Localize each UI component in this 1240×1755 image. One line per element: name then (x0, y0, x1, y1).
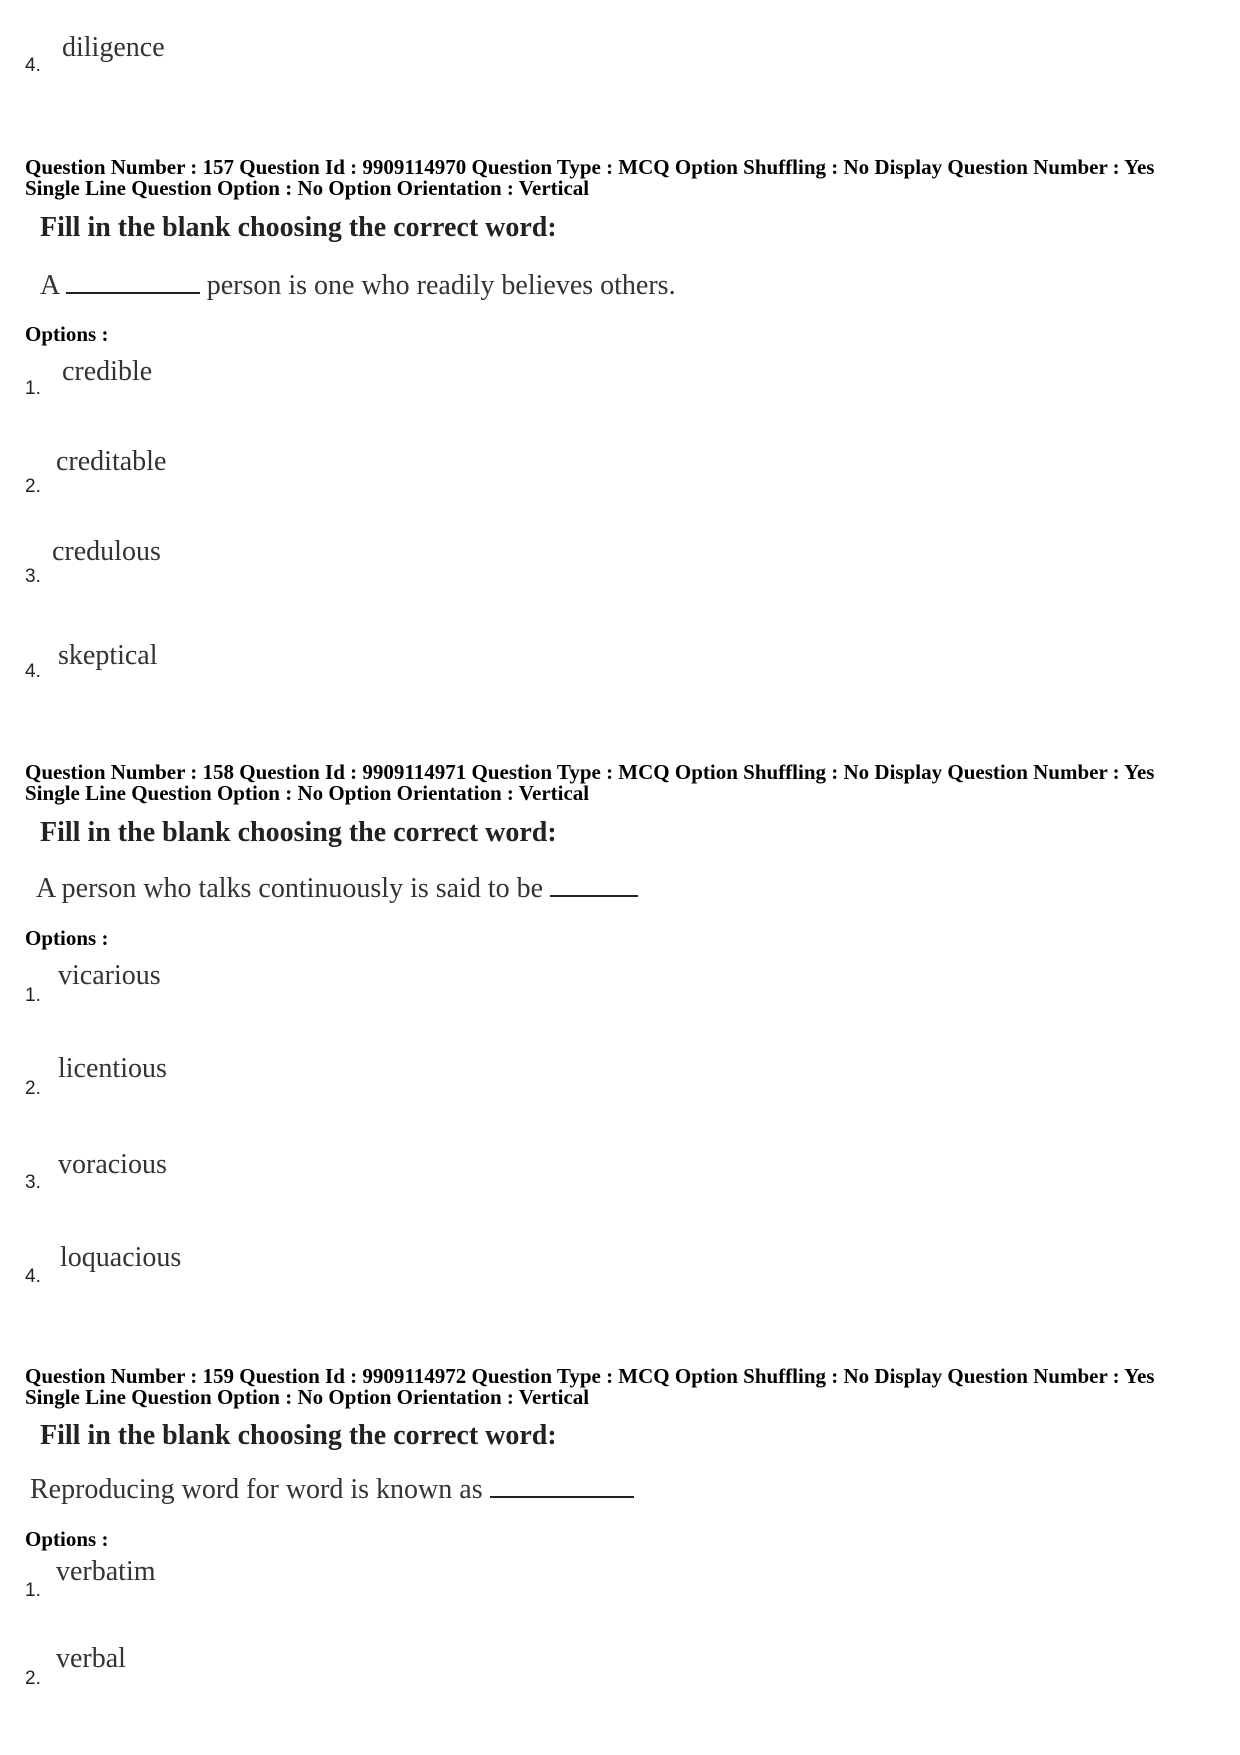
answer-blank (490, 1474, 634, 1498)
question-meta-line-1: Question Number : 157 Question Id : 9909114970 Question Type : MCQ Option Shuffling : No Display Question Number : Yes (25, 155, 1155, 179)
question-stem (40, 270, 676, 302)
option-text: diligence (62, 32, 165, 63)
option-number: 1. (25, 985, 41, 1006)
option-text: licentious (58, 1053, 167, 1084)
question-stem (36, 873, 638, 905)
question-meta-line-1: Question Number : 159 Question Id : 9909114972 Question Type : MCQ Option Shuffling : No Display Question Number : Yes (25, 1364, 1155, 1388)
option-number: 1. (25, 378, 41, 399)
question-meta-line-2: Single Line Question Option : No Option Orientation : Vertical (25, 1385, 590, 1409)
option-text: credulous (52, 536, 161, 567)
answer-blank (66, 270, 200, 294)
option-number: 2. (25, 476, 41, 497)
options-label: Options : (25, 1527, 109, 1551)
option-text: verbal (56, 1643, 126, 1674)
question-instruction: Fill in the blank choosing the correct word: (40, 1420, 557, 1451)
stem-text-before: A (40, 270, 59, 301)
option-text: skeptical (58, 640, 158, 671)
question-meta-line-1: Question Number : 158 Question Id : 9909114971 Question Type : MCQ Option Shuffling : No Display Question Number : Yes (25, 760, 1155, 784)
option-text: loquacious (60, 1242, 182, 1273)
option-text: verbatim (56, 1556, 156, 1587)
stem-text-before: Reproducing word for word is known as (30, 1474, 483, 1505)
option-number: 3. (25, 1172, 41, 1193)
options-label: Options : (25, 926, 109, 950)
answer-blank (550, 873, 638, 897)
stem-text-before: A person who talks continuously is said to be (36, 873, 544, 904)
option-number: 4. (25, 55, 41, 76)
option-text: vicarious (58, 960, 161, 991)
option-number: 2. (25, 1078, 41, 1099)
option-number: 4. (25, 1266, 41, 1287)
stem-text-after: person is one who readily believes others. (206, 270, 676, 301)
question-stem (30, 1474, 634, 1506)
question-instruction: Fill in the blank choosing the correct word: (40, 817, 557, 848)
option-number: 3. (25, 566, 41, 587)
option-text: voracious (58, 1149, 167, 1180)
question-instruction: Fill in the blank choosing the correct word: (40, 212, 557, 243)
option-text: creditable (56, 446, 167, 477)
option-text: credible (62, 356, 153, 387)
question-meta-line-2: Single Line Question Option : No Option Orientation : Vertical (25, 176, 590, 200)
option-number: 4. (25, 661, 41, 682)
option-number: 1. (25, 1580, 41, 1601)
question-meta-line-2: Single Line Question Option : No Option Orientation : Vertical (25, 781, 590, 805)
option-number: 2. (25, 1668, 41, 1689)
options-label: Options : (25, 322, 109, 346)
